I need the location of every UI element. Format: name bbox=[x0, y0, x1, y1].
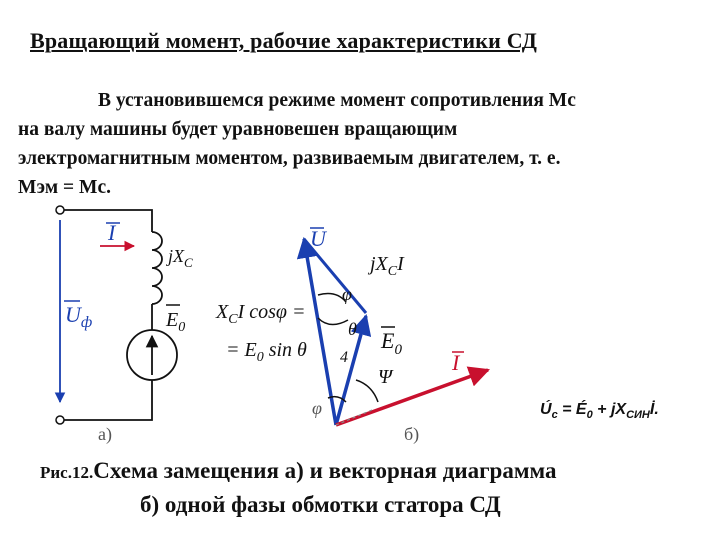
projection-expression bbox=[215, 301, 307, 365]
caption-line1: Схема замещения а) и векторная диаграмма bbox=[93, 458, 557, 483]
vector-I bbox=[336, 370, 488, 425]
expression-line2: = $E_0$ sin θ bbox=[226, 339, 307, 365]
vector-equation: $Ú_с$ = $É_0$ + $jX_{СИН}İ$. bbox=[540, 401, 659, 421]
psi-arc bbox=[356, 380, 378, 402]
caption-line2: б) одной фазы обмотки статора СД bbox=[140, 492, 501, 517]
equivalent-circuit bbox=[56, 206, 193, 445]
expression-line1: $X_CI$ cosφ = bbox=[216, 301, 306, 327]
paragraph-line: Мэм = Мс. bbox=[18, 177, 111, 198]
theta-label: θ bbox=[348, 319, 357, 339]
angle-four-label: 4 bbox=[340, 349, 348, 366]
circuit-voltage-label: $U_ф$ bbox=[65, 302, 93, 331]
circuit-reactance-label: $jX_C$ bbox=[168, 246, 193, 270]
terminal-top bbox=[56, 206, 64, 214]
caption-prefix: Рис.12. bbox=[40, 463, 94, 482]
wire-bottom bbox=[64, 380, 152, 420]
vector-I-label: I bbox=[452, 350, 460, 375]
phi-bottom-label: φ bbox=[312, 398, 322, 418]
paragraph-line: электромагнитным моментом, развиваемым двигателем, т. е. bbox=[18, 148, 561, 169]
vector-diagram bbox=[304, 226, 488, 445]
circuit-emf-label: $E_0$ bbox=[166, 309, 186, 335]
theta-arc bbox=[318, 318, 348, 325]
inductor-coil bbox=[152, 232, 162, 304]
psi-label: Ψ bbox=[378, 366, 393, 388]
slide-title: Вращающий момент, рабочие характеристики СД bbox=[30, 28, 538, 53]
vector-E0-label: $E_0$ bbox=[381, 328, 402, 358]
phi-top-label: φ bbox=[342, 284, 352, 304]
panel-label-b: б) bbox=[404, 424, 420, 444]
circuit-current-label: I bbox=[108, 220, 116, 245]
figure-caption bbox=[40, 455, 710, 521]
panel-label-a: а) bbox=[98, 424, 112, 444]
vector-jXcI-label: $jX_CI$ bbox=[370, 253, 404, 279]
vector-U-label: U bbox=[310, 226, 326, 251]
paragraph-line: В установившемся режиме момент сопротивления Мс bbox=[98, 90, 576, 111]
terminal-bottom bbox=[56, 416, 64, 424]
paragraph-line: на валу машины будет уравновешен вращающим bbox=[18, 119, 458, 140]
